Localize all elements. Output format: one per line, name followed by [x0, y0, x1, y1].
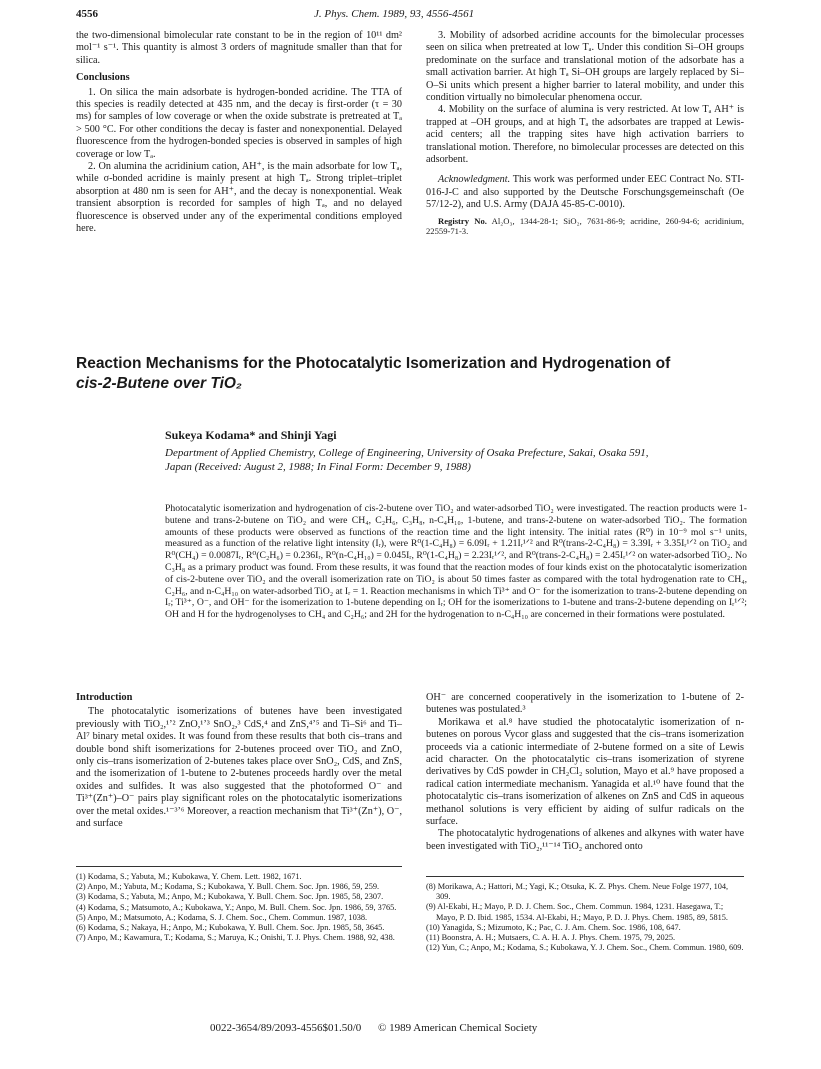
reference-item: (7) Anpo, M.; Kawamura, T.; Kodama, S.; Maruya, K.; Onishi, T. J. Phys. Chem. 1988, 92, 438.: [76, 933, 395, 943]
conclusion-4: 4. Mobility on the surface of alumina is very restricted. At low Tₐ AH⁺ is trapped at –OH groups, and at high Tₐ the adsorbates are trapped at Lewis-acid centers; all the trapping sites have high activation barriers to translational motion. Therefore, no bimolecular processes are detected on this adsorbent.: [426, 104, 744, 166]
reference-item: (12) Yun, C.; Anpo, M.; Kodama, S.; Kubokawa, Y. J. Chem. Soc., Chem. Commun. 1980, 609.: [426, 943, 744, 953]
reference-item: (11) Boonstra, A. H.; Mutsaers, C. A. H. A. J. Phys. Chem. 1975, 79, 2025.: [426, 933, 676, 943]
reference-item: (3) Kodama, S.; Yabuta, M.; Anpo, M.; Kubokawa, Y. Bull. Chem. Soc. Jpn. 1985, 58, 2307.: [76, 892, 384, 902]
footer-copyright: © 1989 American Chemical Society: [378, 1022, 538, 1034]
title-line-1: Reaction Mechanisms for the Photocatalytic Isomerization and Hydrogenation of: [76, 355, 671, 372]
acknowledgment-label: Acknowledgment.: [438, 174, 511, 186]
authors: Sukeya Kodama* and Shinji Yagi: [165, 428, 337, 442]
intro-paragraph-2: Morikawa et al.⁸ have studied the photocatalytic isomerization of n-butenes on porous Vycor glass and suggested that the cis–trans isomerization proceeds via a cationic intermediate of 2-butene formed on a site of Lewis acid character. On the photocatalytic cis–trans isomerization of styrene derivatives by CdS powder in CH₂Cl₂ solution, Mayo et al.⁹ have proposed a radical cation intermediate mechanism. Yanagida et al.¹⁰ have found that the photocatalytic cis–trans isomerization of alkenes on ZnS and CdS in aqueous methanol solutions is very efficient by aiding of sulfur radicals on the surface.: [426, 716, 744, 828]
acknowledgment: [426, 174, 744, 211]
footer-code: 0022-3654/89/2093-4556$01.50/0: [210, 1022, 362, 1034]
affiliation: [165, 447, 755, 474]
reference-item: (4) Kodama, S.; Matsumoto, A.; Kubokawa, Y.; Anpo, M. Bull. Chem. Soc. Jpn. 1986, 59, 3765.: [76, 902, 397, 912]
reference-item: (10) Yanagida, S.; Mizumoto, K.; Pac, C. J. Am. Chem. Soc. 1986, 108, 647.: [426, 922, 681, 932]
conclusions-heading: Conclusions: [76, 72, 130, 84]
references-left: [76, 872, 402, 943]
affiliation-line-1: Department of Applied Chemistry, College of Engineering, University of Osaka Prefecture, Sakai, Osaka 591,: [165, 447, 649, 459]
intro-right-column: [426, 692, 744, 853]
page-number: 4556: [76, 8, 98, 20]
intro-left-column: [76, 692, 402, 830]
reference-item: (8) Morikawa, A.; Hattori, M.; Yagi, K.; Otsuka, K. Z. Phys. Chem. Neue Folge 1977, 104, 309.: [426, 882, 729, 902]
reference-item: (2) Anpo, M.; Yabuta, M.; Kodama, S.; Kubokawa, Y. Bull. Chem. Soc. Jpn. 1986, 59, 259.: [76, 882, 380, 892]
continued-paragraph: the two-dimensional bimolecular rate constant to be in the region of 10¹¹ dm² mol⁻¹ s⁻¹. This quantity is almost 3 orders of magnitude smaller than that for silica.: [76, 30, 402, 66]
footnote-rule-right: [426, 876, 744, 877]
article-title: [76, 354, 756, 394]
top-right-column: [426, 30, 744, 237]
conclusion-3: 3. Mobility of adsorbed acridine accounts for the bimolecular processes seen on silica when pretreated at low Tₐ. Under this condition Si–OH groups predominate on the surface and translational motion of the adsorbate has a small activation barrier. At high Tₐ Si–OH groups are largely replaced by Si–O–Si units which present a higher barrier to lateral mobility, and under this condition virtually no bimolecular phenomena occur.: [426, 30, 744, 104]
title-line-2: cis-2-Butene over TiO₂: [76, 375, 242, 392]
introduction-heading: Introduction: [76, 692, 133, 703]
registry-text: Al₂O₃, 1344-28-1; SiO₂, 7631-86-9; acridine, 260-94-6; acridinium, 22559-71-3.: [426, 215, 744, 237]
references-right: [426, 882, 744, 953]
conclusion-1: 1. On silica the main adsorbate is hydrogen-bonded acridine. The TTA of this species is readily detected at 435 nm, and the decay is first-order (τ = 30 ms) for samples of low coverage or when the oxide substrate is pretreated at Tₐ > 500 °C. For other conditions the decay is faster and nonexponential. Delayed fluorescence from the hydrogen-bonded species is observed in samples of high coverage or low Tₐ.: [76, 86, 402, 160]
registry-numbers: [426, 216, 744, 237]
affiliation-line-2: Japan (Received: August 2, 1988; In Final Form: December 9, 1988): [165, 460, 471, 473]
running-header: J. Phys. Chem. 1989, 93, 4556-4561: [314, 8, 475, 20]
reference-item: (6) Kodama, S.; Nakaya, H.; Anpo, M.; Kubokawa, Y. Bull. Chem. Soc. Jpn. 1985, 58, 3645.: [76, 923, 385, 933]
abstract: Photocatalytic isomerization and hydrogenation of cis-2-butene over TiO₂ and water-adsorbed TiO₂ were investigated. The reaction products were 1-butene and trans-2-butene on TiO₂ and were CH₄, C₂H₆, C₃H₈, n-C₄H₁₀, 1-butene, and trans-2-butene on water-adsorbed TiO₂. The formation amounts of these products were observed as functions of the reaction time and the light intensity. The initial rates (R⁰) in 10⁻⁹ mol s⁻¹ units, measured as a function of the relative light intensity (Iᵣ), were R⁰(1-C₄H₈) = 6.09Iᵣ + 1.21Iᵣ¹ᐟ² and R⁰(trans-2-C₄H₈) = 3.39Iᵣ + 3.35Iᵣ¹ᐟ² on TiO₂ and R⁰(CH₄) = 0.0087Iᵣ, R⁰(C₂H₆) = 0.236Iᵣ, R⁰(n-C₄H₁₀) = 0.045Iᵣ, R⁰(1-C₄H₈) = 2.23Iᵣ¹ᐟ², and R⁰(trans-2-C₄H₈) = 2.45Iᵣ¹ᐟ² on water-adsorbed TiO₂. No C₃H₈ as a primary product was found. From these results, it was found that the reaction modes of four kinds exist on the photocatalytic isomerization of cis-2-butene over TiO₂ and the overall isomerization rate on TiO₂ is about 50 times faster as compared with the total hydrogenation rate to CH₄, C₂H₆, and n-C₄H₁₀ on water-adsorbed TiO₂ at Iᵣ = 1. Reaction mechanisms in which Ti³⁺ and O⁻ for the isomerization to trans-2-butene depending on Iᵣ; Ti³⁺, O⁻, and OH⁻ for the isomerization to 1-butene depending on Iᵣ; OH for the isomerizations to 1-butene and trans-2-butene depending on Iᵣ¹ᐟ²; OH and H for the hydrogenolyses to CH₄ and C₂H₆; and 2H for the hydrogenation to n-C₄H₁₀ are concerned in their formations were postulated.: [165, 503, 747, 621]
registry-label: Registry No.: [438, 215, 487, 226]
reference-item: (1) Kodama, S.; Yabuta, M.; Kubokawa, Y. Chem. Lett. 1982, 1671.: [76, 872, 302, 881]
intro-paragraph-continued: OH⁻ are concerned cooperatively in the isomerization to 1-butene of 2-butenes was postulated.³: [426, 692, 744, 716]
reference-item: (9) Al-Ekabi, H.; Mayo, P. D. J. Chem. Soc., Chem. Commun. 1984, 1231. Hasegawa, T.; Mayo, P. D. Ibid. 1985, 1534. Al-Ekabi, H.; Mayo, P. D. J. Phys. Chem. 1985, 89, 5815.: [426, 902, 729, 922]
footnote-rule-left: [76, 866, 402, 867]
reference-item: (5) Anpo, M.; Matsumoto, A.; Kodama, S. J. Chem. Soc., Chem. Commun. 1987, 1038.: [76, 912, 368, 922]
conclusion-2: 2. On alumina the acridinium cation, AH⁺, is the main adsorbate for low Tₐ, while σ-bonded acridine is mainly present at high Tₐ. Strong triplet–triplet absorption at 480 nm is seen for AH⁺, and the decay is nonexponential. Weak transient absorption is recorded for samples of high Tₐ, and no delayed fluorescence is observed under any of the experimental conditions employed here.: [76, 161, 402, 235]
intro-paragraph-1: The photocatalytic isomerizations of butenes have been investigated previously with TiO₂,¹ʼ² ZnO,¹ʼ³ SnO₂,³ CdS,⁴ and ZnS,⁴ʼ⁵ and Ti–Si⁶ and Ti–Al⁷ binary metal oxides. It was found from these results that both cis–trans and double bond shift isomerizations for 2-butenes proceed over TiO₂ and ZnO, only cis–trans isomerization of 2-butenes takes place over SnO₂, CdS, and ZnS, and the isomerization of 1-butene to 2-butenes proceeds hardly over the metal oxides and sulfides. It was also suggested that the photoformed O⁻ and Ti³⁺(Zn⁺)–O⁻ pairs play significant roles on the photocatalytic isomerizations over the metal oxides.¹⁻³ʼ⁶ Moreover, a reaction mechanism that Ti³⁺(Zn⁺), O⁻, and surface: [76, 706, 402, 830]
acknowledgment-text: This work was performed under EEC Contract No. STI-016-J-C and also supported by the Deutsche Forschungsgemeinschaft (Oe 57/12-2), and U.S. Army (DAJA 45-85-C-0010).: [426, 174, 744, 211]
footer: [210, 1022, 537, 1034]
intro-paragraph-3: The photocatalytic hydrogenations of alkenes and alkynes with water have been investigated with TiO₂,¹¹⁻¹⁴ TiO₂ anchored onto: [426, 828, 744, 852]
top-left-column: [76, 30, 402, 236]
